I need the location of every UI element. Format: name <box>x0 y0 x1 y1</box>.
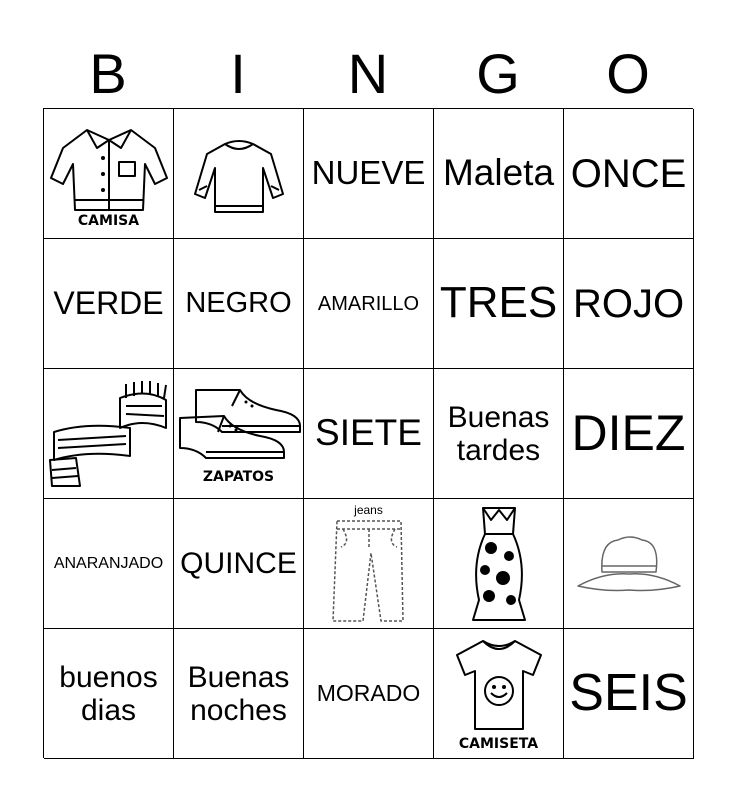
cell-r4c4 <box>434 499 564 629</box>
header-letter-i: I <box>230 42 246 105</box>
cell-r1c4: Maleta <box>434 109 564 239</box>
header-letter-n: N <box>347 42 389 105</box>
cell-r2c5: ROJO <box>564 239 694 369</box>
header-letter-g: G <box>476 42 520 105</box>
cell-r3c4: Buenas tardes <box>434 369 564 499</box>
jeans-label: jeans <box>354 503 383 517</box>
hat-icon <box>574 528 684 600</box>
cell-r5c4 <box>434 629 564 759</box>
cell-r2c4: TRES <box>434 239 564 369</box>
cell-r2c3: AMARILLO <box>304 239 434 369</box>
scarf-icon <box>46 378 172 490</box>
cell-r4c1: ANARANJADO <box>44 499 174 629</box>
cell-r5c2: Buenas noches <box>174 629 304 759</box>
cell-r5c1: buenos dias <box>44 629 174 759</box>
tshirt-icon <box>449 635 549 733</box>
cell-r1c1 <box>44 109 174 239</box>
jeans-icon <box>327 517 411 625</box>
cell-r3c1 <box>44 369 174 499</box>
cell-r4c2: QUINCE <box>174 499 304 629</box>
cell-r1c3: NUEVE <box>304 109 434 239</box>
cell-r3c3: SIETE <box>304 369 434 499</box>
cell-r1c2 <box>174 109 304 239</box>
bingo-header <box>43 40 693 108</box>
sweater-icon <box>189 124 289 224</box>
cell-r4c3 <box>304 499 434 629</box>
cell-r1c5: ONCE <box>564 109 694 239</box>
jacket-icon <box>47 118 171 214</box>
bingo-grid <box>43 108 693 758</box>
cell-r3c2 <box>174 369 304 499</box>
header-letter-o: O <box>606 42 650 105</box>
camisa-caption: CAMISA <box>77 212 140 229</box>
camiseta-caption: CAMISETA <box>458 735 539 752</box>
header-letter-b: B <box>89 42 127 105</box>
zapatos-caption: ZAPATOS <box>202 468 275 485</box>
cell-r3c5: DIEZ <box>564 369 694 499</box>
cell-r5c3: MORADO <box>304 629 434 759</box>
cell-r5c5: SEIS <box>564 629 694 759</box>
cell-r4c5 <box>564 499 694 629</box>
cell-r2c1: VERDE <box>44 239 174 369</box>
dress-icon <box>467 504 531 624</box>
shoes-icon <box>176 382 302 462</box>
cell-r2c2: NEGRO <box>174 239 304 369</box>
